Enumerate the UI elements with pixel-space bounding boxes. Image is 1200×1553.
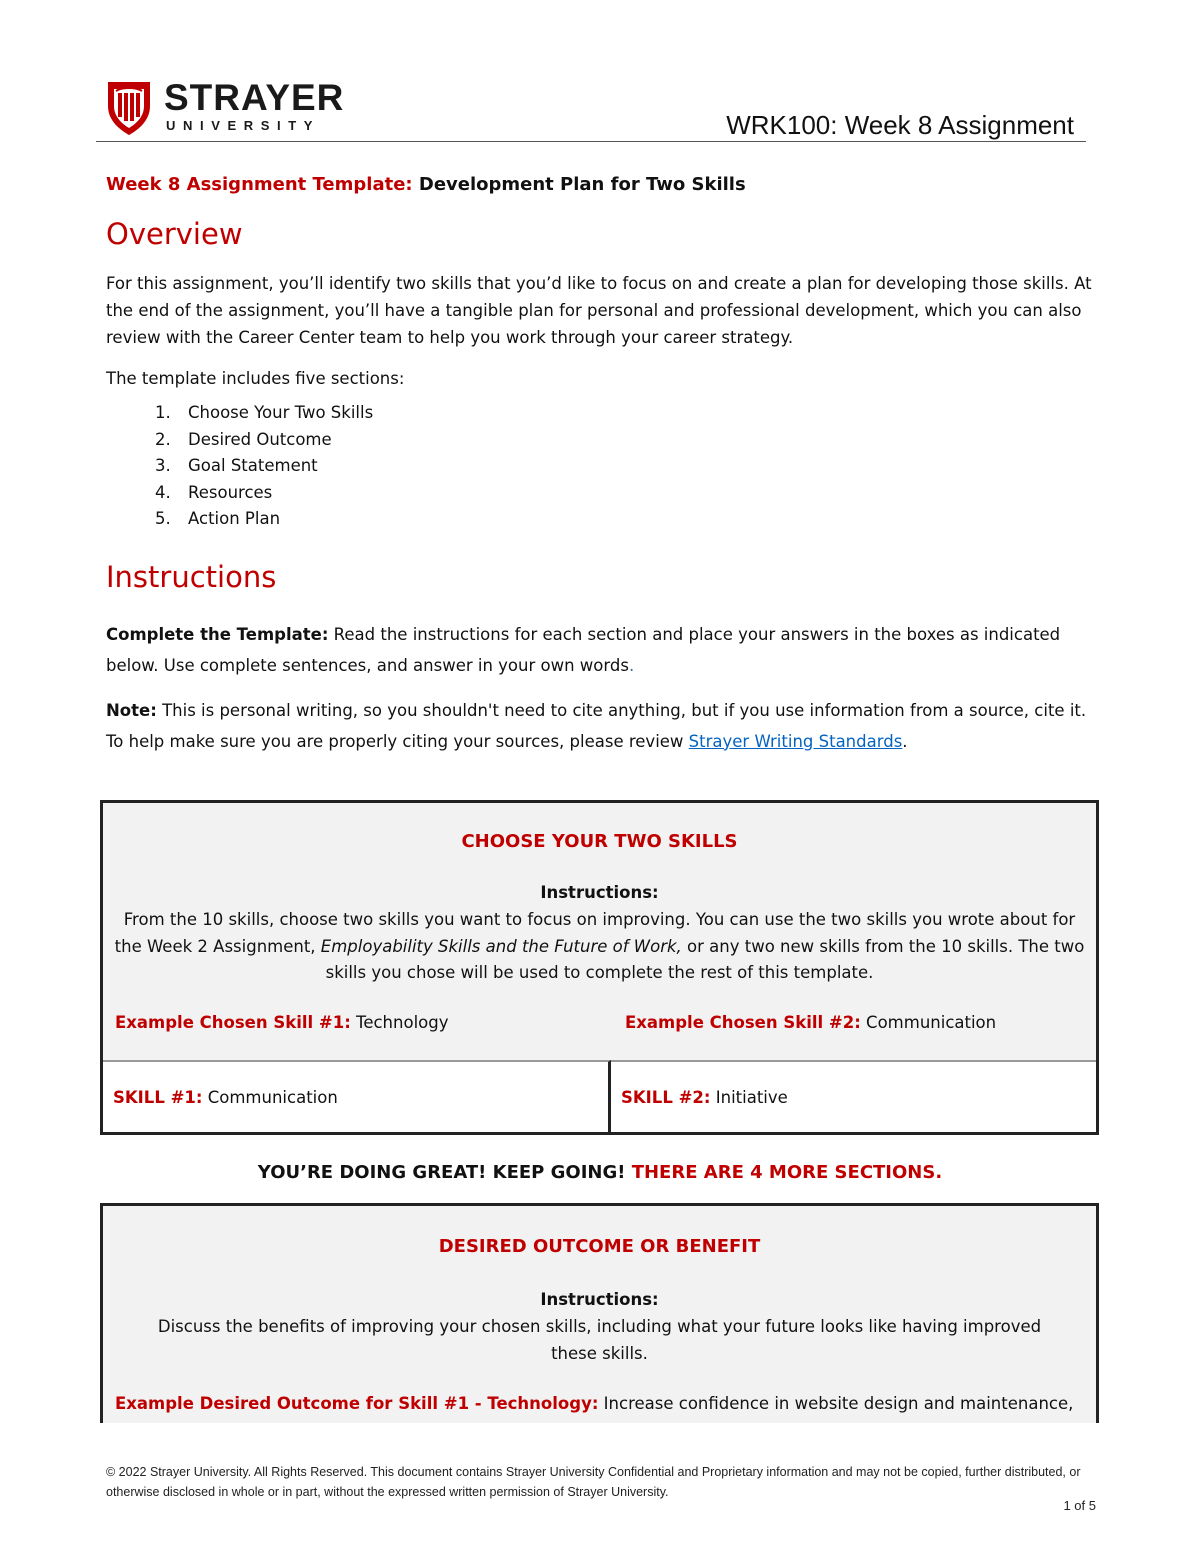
skill-1-field[interactable] (103, 1060, 611, 1132)
skill-2-label: SKILL #2: (621, 1088, 711, 1107)
choose-skills-instructions (111, 907, 1088, 987)
list-item: 4. Resources (176, 480, 1096, 507)
overview-body: For this assignment, you’ll identify two skills that you’d like to focus on and create a plan for developing those skills. At the end of the assignment, you’ll have a tangible plan for personal and professional development, which you can also review with the Career Center team to help you work through your career strategy. (106, 274, 1092, 347)
note-paragraph (106, 695, 1096, 757)
example-skill-2-value: Communication (860, 1013, 997, 1032)
complete-template-label: Complete the Template: (106, 624, 329, 644)
instr-part-a: From the 10 skills, choose two skills you want to focus on improving. You can use the two skills you wrote about for the Week 2 Assignment, (114, 910, 1076, 956)
desired-outcome-instructions: Discuss the benefits of improving your chosen skills, including what your future looks like having improved these skills. (157, 1317, 1042, 1363)
note-end: . (902, 731, 908, 751)
complete-template-text: Read the instructions for each section and place your answers in the boxes as indicated below. Use complete sentences, and answer in your own words (106, 624, 1061, 675)
list-item: 2. Desired Outcome (176, 427, 1096, 454)
skill-2-field[interactable] (611, 1060, 1096, 1132)
complete-template-paragraph (106, 619, 1096, 681)
logo-wordmark: STRAYER (164, 77, 345, 118)
instructions-heading: Instructions (106, 559, 277, 594)
complete-template-end: . (628, 655, 635, 675)
template-title-main: Development Plan for Two Skills (412, 174, 746, 195)
choose-skills-instructions-heading: Instructions: (540, 883, 659, 902)
shield-icon (106, 80, 152, 136)
choose-skills-title: CHOOSE YOUR TWO SKILLS (461, 831, 738, 852)
desired-outcome-example-label: Example Desired Outcome for Skill #1 - Technology: (115, 1394, 599, 1413)
template-title (106, 168, 1096, 202)
skill-1-label: SKILL #1: (113, 1088, 203, 1107)
header-divider (96, 141, 1086, 142)
desired-outcome-example-value: Increase confidence in website design and maintenance, (598, 1394, 1074, 1413)
skill-1-value: Communication (202, 1088, 338, 1107)
template-title-prefix: Week 8 Assignment Template: (106, 174, 413, 195)
progress-note-red: THERE ARE 4 MORE SECTIONS. (631, 1162, 943, 1183)
logo-subtitle: UNIVERSITY (166, 118, 321, 133)
course-title: WRK100: Week 8 Assignment (726, 110, 1074, 140)
instr-part-b: or any two new skills from the 10 skills. The two skills you chose will be used to complete the rest of this template. (325, 936, 1085, 982)
desired-outcome-example (115, 1394, 1092, 1413)
sections-list (106, 400, 1096, 533)
skill-2-value: Initiative (710, 1088, 788, 1107)
example-skill-1-label: Example Chosen Skill #1: (115, 1013, 351, 1032)
page-number: 1 of 5 (1063, 1498, 1096, 1513)
desired-outcome-box (100, 1203, 1099, 1423)
example-skill-2-label: Example Chosen Skill #2: (625, 1013, 861, 1032)
list-item: 1. Choose Your Two Skills (176, 400, 1096, 427)
note-text: This is personal writing, so you shouldn't need to cite anything, but if you use information from a source, cite it. To help make sure you are properly citing your sources, please review (106, 700, 1087, 751)
instr-italic-title: Employability Skills and the Future of Work, (320, 936, 682, 956)
list-item: 3. Goal Statement (176, 453, 1096, 480)
desired-outcome-instructions-heading: Instructions: (540, 1290, 659, 1309)
main-content (106, 168, 1096, 757)
choose-skills-box (100, 800, 1099, 1135)
example-skill-1-value: Technology (350, 1013, 449, 1032)
progress-note-black: YOU’RE DOING GREAT! KEEP GOING! (257, 1162, 632, 1183)
footer-copyright: © 2022 Strayer University. All Rights Reserved. This document contains Strayer University Confidential and Proprietary information and may not be copied, further distributed, or otherwise disclosed in whole or in part, without the expressed written permission of Strayer University. (106, 1465, 1081, 1499)
desired-outcome-title: DESIRED OUTCOME OR BENEFIT (438, 1236, 761, 1257)
progress-note (0, 1162, 1200, 1183)
sections-intro: The template includes five sections: (106, 369, 405, 388)
strayer-logo (106, 77, 366, 140)
writing-standards-link[interactable]: Strayer Writing Standards (688, 731, 903, 751)
overview-heading: Overview (106, 217, 243, 251)
list-item: 5. Action Plan (176, 506, 1096, 533)
example-skill-1 (115, 1013, 448, 1032)
example-skill-2 (625, 1013, 996, 1032)
note-label: Note: (106, 700, 157, 720)
